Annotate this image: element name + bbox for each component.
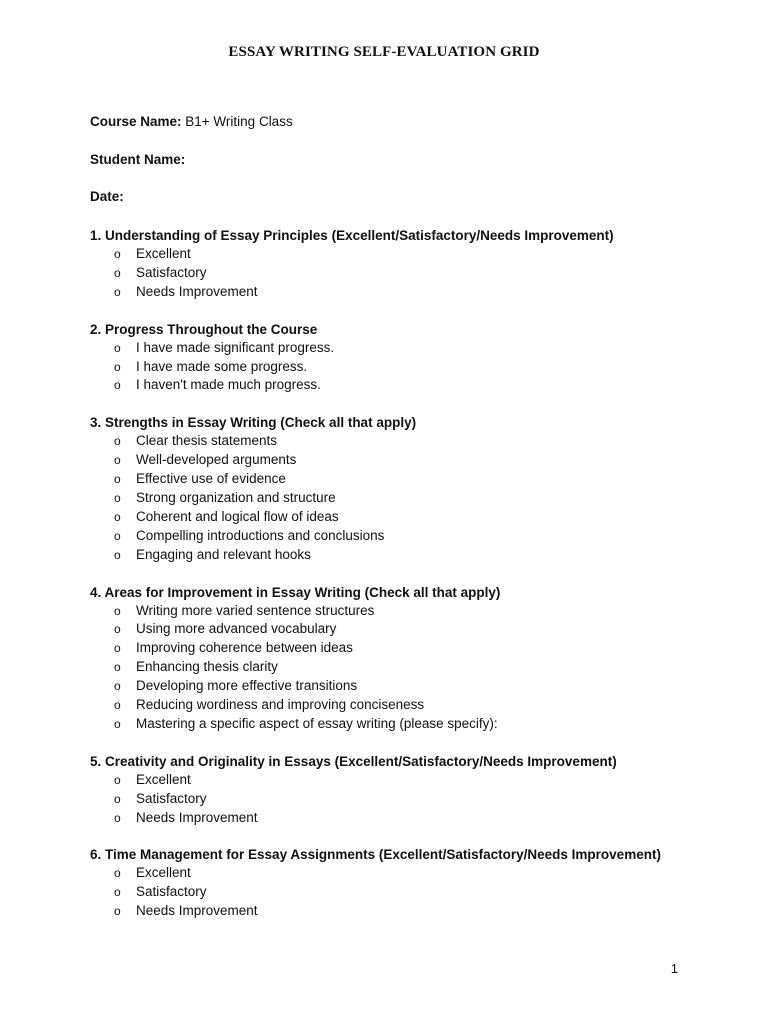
option-label: Excellent [136, 246, 191, 261]
option-label: Coherent and logical flow of ideas [136, 508, 339, 524]
option-item[interactable] [90, 245, 710, 264]
checkbox-bullet-icon[interactable]: o [114, 453, 121, 468]
checkbox-bullet-icon[interactable]: o [114, 247, 121, 261]
checkbox-bullet-icon[interactable]: o [114, 509, 121, 524]
option-item[interactable] [90, 527, 710, 546]
option-item[interactable] [90, 358, 710, 377]
checkbox-bullet-icon[interactable]: o [114, 265, 121, 280]
option-label: Mastering a specific aspect of essay writing (please specify): [136, 715, 498, 731]
course-name-value: B1+ Writing Class [181, 114, 293, 129]
checkbox-bullet-icon[interactable]: o [114, 284, 121, 299]
date-row [90, 187, 293, 225]
section-heading: 1. Understanding of Essay Principles (Excellent/Satisfactory/Needs Improvement) [90, 228, 614, 243]
option-label: Excellent [136, 865, 191, 881]
section-heading: 4. Areas for Improvement in Essay Writing (Check all that apply) [90, 584, 501, 600]
checkbox-bullet-icon[interactable]: o [114, 378, 121, 393]
checkbox-bullet-icon[interactable]: o [114, 698, 121, 713]
option-item[interactable] [90, 432, 710, 451]
document-title: ESSAY WRITING SELF-EVALUATION GRID [228, 44, 540, 60]
option-item[interactable] [90, 677, 710, 696]
section-heading: 6. Time Management for Essay Assignments (Excellent/Satisfactory/Needs Improvement) [90, 847, 661, 863]
option-label: Compelling introductions and conclusions [136, 527, 385, 543]
section-heading: 2. Progress Throughout the Course [90, 321, 318, 337]
option-label: Needs Improvement [136, 283, 258, 299]
option-label: Needs Improvement [136, 809, 258, 825]
checkbox-bullet-icon[interactable]: o [114, 359, 121, 374]
option-label: Engaging and relevant hooks [136, 546, 311, 562]
checkbox-bullet-icon[interactable]: o [114, 472, 121, 487]
student-name-label: Student Name: [90, 151, 186, 167]
option-label: Enhancing thesis clarity [136, 659, 278, 675]
option-label: I have made some progress. [136, 358, 308, 374]
checkbox-bullet-icon[interactable]: o [114, 810, 121, 825]
checkbox-bullet-icon[interactable]: o [114, 434, 121, 449]
checkbox-bullet-icon[interactable]: o [114, 791, 121, 806]
option-label: I haven't made much progress. [136, 377, 321, 393]
option-item[interactable] [90, 864, 710, 883]
checkbox-bullet-icon[interactable]: o [114, 622, 121, 637]
option-item[interactable] [90, 809, 710, 828]
student-name-row [90, 150, 293, 188]
option-label: Developing more effective transitions [136, 678, 358, 694]
date-label: Date: [90, 189, 124, 204]
option-item[interactable] [90, 489, 710, 508]
evaluation-section [90, 413, 710, 564]
option-item[interactable] [90, 715, 710, 734]
option-label: Excellent [136, 771, 191, 787]
option-item[interactable] [90, 508, 710, 527]
option-item[interactable] [90, 339, 710, 358]
evaluation-section [90, 226, 710, 302]
checkbox-bullet-icon[interactable]: o [114, 904, 121, 919]
evaluation-sections [90, 226, 710, 939]
evaluation-section [90, 752, 710, 828]
checkbox-bullet-icon[interactable]: o [114, 547, 121, 562]
checkbox-bullet-icon[interactable]: o [114, 340, 121, 355]
course-name-row [90, 112, 293, 150]
option-item[interactable] [90, 264, 710, 283]
option-item[interactable] [90, 376, 710, 395]
option-label: Writing more varied sentence structures [136, 602, 375, 618]
option-label: Needs Improvement [136, 903, 258, 919]
section-heading: 3. Strengths in Essay Writing (Check all that apply) [90, 415, 417, 431]
evaluation-section [90, 845, 710, 921]
course-name-label: Course Name: [90, 114, 182, 129]
option-item[interactable] [90, 902, 710, 921]
option-label: Using more advanced vocabulary [136, 621, 337, 637]
option-item[interactable] [90, 771, 710, 790]
option-label: Strong organization and structure [136, 490, 336, 506]
checkbox-bullet-icon[interactable]: o [114, 885, 121, 900]
checkbox-bullet-icon[interactable]: o [114, 772, 121, 787]
checkbox-bullet-icon[interactable]: o [114, 641, 121, 656]
option-label: Improving coherence between ideas [136, 640, 353, 656]
option-label: Well-developed arguments [136, 452, 297, 468]
checkbox-bullet-icon[interactable]: o [114, 716, 121, 731]
option-item[interactable] [90, 658, 710, 677]
option-label: I have made significant progress. [136, 339, 335, 355]
option-label: Effective use of evidence [136, 471, 286, 487]
checkbox-bullet-icon[interactable]: o [114, 679, 121, 694]
option-label: Satisfactory [136, 264, 207, 280]
option-item[interactable] [90, 470, 710, 489]
option-item[interactable] [90, 546, 710, 565]
evaluation-section [90, 320, 710, 396]
page-number: 1 [670, 961, 678, 976]
option-label: Clear thesis statements [136, 433, 278, 449]
evaluation-section [90, 583, 710, 734]
option-item[interactable] [90, 620, 710, 639]
header-fields [90, 112, 293, 225]
option-item[interactable] [90, 639, 710, 658]
option-item[interactable] [90, 602, 710, 621]
option-item[interactable] [90, 883, 710, 902]
option-item[interactable] [90, 451, 710, 470]
checkbox-bullet-icon[interactable]: o [114, 660, 121, 675]
checkbox-bullet-icon[interactable]: o [114, 528, 121, 543]
option-item[interactable] [90, 790, 710, 809]
option-label: Satisfactory [136, 790, 207, 806]
option-label: Reducing wordiness and improving conciseness [136, 697, 425, 713]
checkbox-bullet-icon[interactable]: o [114, 866, 121, 881]
checkbox-bullet-icon[interactable]: o [114, 491, 121, 506]
option-label: Satisfactory [136, 884, 207, 900]
section-heading: 5. Creativity and Originality in Essays (Excellent/Satisfactory/Needs Improvement) [90, 753, 617, 769]
option-item[interactable] [90, 696, 710, 715]
option-item[interactable] [90, 283, 710, 302]
checkbox-bullet-icon[interactable]: o [114, 603, 121, 618]
